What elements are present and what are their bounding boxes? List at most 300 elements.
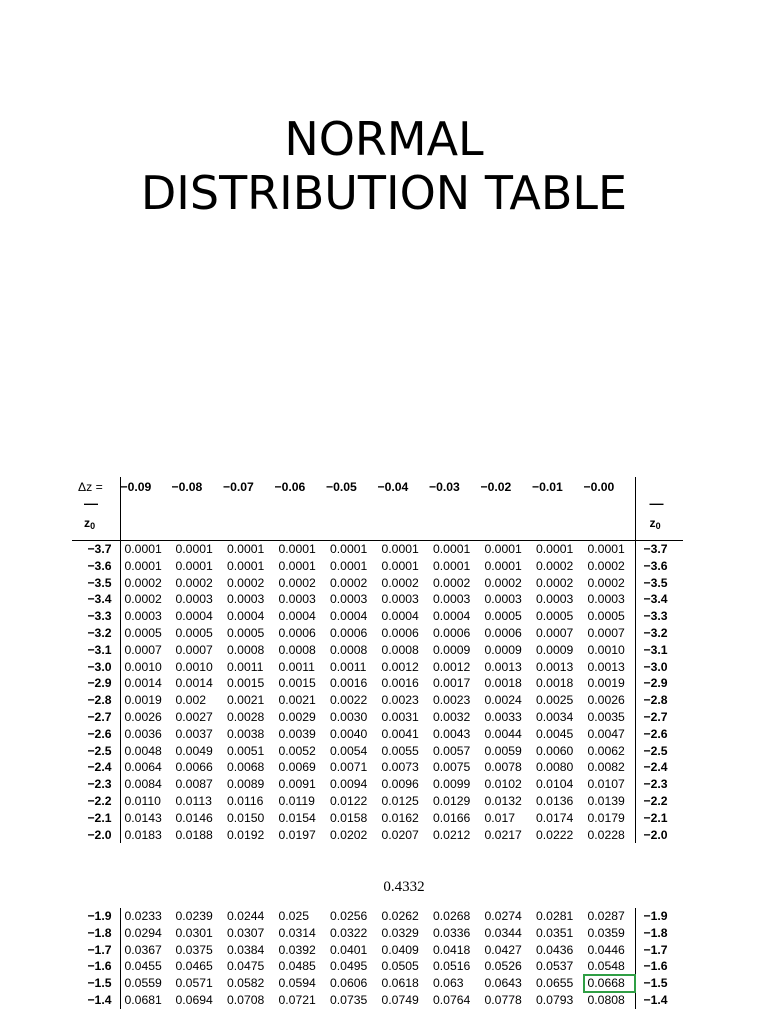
- highlighted-cell: 0.0668: [584, 975, 636, 992]
- table-cell: 0.0006: [484, 625, 522, 640]
- table-cell: 0.0002: [536, 575, 574, 590]
- table-row: [72, 642, 683, 659]
- table-cell: 0.0012: [433, 659, 471, 674]
- table-cell: 0.0436: [536, 942, 574, 957]
- table-cell: 0.0018: [484, 676, 522, 691]
- normal-table-bottom: [72, 908, 683, 1009]
- z-value-right: −1.6: [635, 958, 683, 975]
- table-cell: 0.0427: [484, 942, 522, 957]
- table-cell: 0.0526: [484, 959, 522, 974]
- table-cell: 0.0129: [433, 793, 471, 808]
- table-cell: 0.0367: [120, 942, 172, 959]
- table-row: [72, 827, 683, 844]
- z-value-right: −3.5: [635, 575, 683, 592]
- table-cell: 0.0694: [175, 992, 213, 1007]
- table-cell: 0.0004: [278, 609, 316, 624]
- table-cell: 0.0217: [484, 827, 522, 842]
- table-cell: 0.0001: [120, 558, 172, 575]
- table-cell: 0.0207: [381, 827, 419, 842]
- table-cell: 0.0028: [227, 709, 265, 724]
- z-value-right: −3.4: [635, 591, 683, 608]
- table-cell: 0.0778: [484, 992, 522, 1007]
- table-cell: 0.0019: [587, 676, 625, 691]
- z-value-right: −2.4: [635, 759, 683, 776]
- table-cell: 0.0119: [278, 793, 315, 808]
- table-cell: 0.0025: [536, 693, 574, 708]
- table-cell: 0.0003: [278, 592, 316, 607]
- table-cell: 0.0013: [484, 659, 522, 674]
- table-cell: 0.0274: [484, 909, 522, 923]
- table-cell: 0.0010: [587, 642, 625, 657]
- table-cell: 0.0262: [381, 909, 419, 923]
- table-cell: 0.0256: [330, 909, 368, 923]
- z-value-right: −2.8: [635, 692, 683, 709]
- table-cell: 0.0336: [433, 925, 471, 940]
- table-row: [72, 958, 683, 975]
- table-cell: 0.0016: [381, 676, 419, 691]
- z-value-left: −2.1: [87, 810, 112, 825]
- table-cell: 0.0307: [227, 925, 265, 940]
- table-cell: 0.017: [484, 810, 515, 825]
- table-cell: 0.0003: [433, 592, 471, 607]
- table-cell: 0.0014: [120, 675, 172, 692]
- table-cell: 0.0036: [120, 726, 172, 743]
- table-cell: 0.0001: [330, 542, 368, 556]
- table-cell: 0.0202: [330, 827, 368, 842]
- table-row: [72, 709, 683, 726]
- table-cell: 0.0024: [484, 693, 522, 708]
- table-cell: 0.0006: [433, 625, 471, 640]
- table-cell: 0.0039: [278, 726, 316, 741]
- table-cell: 0.0069: [278, 760, 316, 775]
- table-cell: 0.0099: [433, 777, 471, 792]
- table-cell: 0.0054: [330, 743, 368, 758]
- table-cell: 0.0001: [120, 541, 172, 558]
- table-cell: 0.0268: [433, 909, 471, 923]
- column-header: −0.01: [532, 480, 563, 494]
- z-value-left: −2.5: [87, 743, 112, 758]
- table-cell: 0.0007: [120, 642, 172, 659]
- table-cell: 0.025: [278, 909, 309, 923]
- table-cell: 0.0013: [587, 659, 625, 674]
- table-cell: 0.0015: [227, 676, 265, 691]
- table-cell: 0.0192: [227, 827, 265, 842]
- table-cell: 0.0013: [536, 659, 574, 674]
- title-line-1: NORMAL: [284, 112, 484, 166]
- z-value-right: −2.3: [635, 776, 683, 793]
- table-cell: 0.0475: [227, 959, 265, 974]
- column-header: −0.09: [120, 477, 172, 497]
- table-cell: 0.0078: [484, 760, 522, 775]
- table-cell: 0.0029: [278, 709, 316, 724]
- table-cell: 0.0032: [433, 709, 471, 724]
- table-cell: 0.0401: [330, 942, 368, 957]
- table-cell: 0.0018: [536, 676, 574, 691]
- table-cell: 0.0005: [587, 609, 625, 624]
- table-cell: 0.0122: [330, 793, 368, 808]
- table-cell: 0.0162: [381, 810, 419, 825]
- table-cell: 0.0001: [330, 558, 368, 573]
- table-cell: 0.0005: [484, 609, 522, 624]
- table-cell: 0.0537: [536, 959, 574, 974]
- delta-z-label: Δz =: [78, 480, 103, 494]
- table-cell: 0.0021: [278, 693, 316, 708]
- table-cell: 0.0027: [175, 709, 213, 724]
- table-row: [72, 942, 683, 959]
- table-cell: 0.0655: [536, 976, 574, 991]
- z-value-left: −2.7: [87, 709, 112, 724]
- header-spacer: [120, 497, 635, 541]
- table-cell: 0.0009: [484, 642, 522, 657]
- table-cell: 0.0582: [227, 976, 265, 991]
- z-value-left: −1.7: [87, 942, 112, 957]
- table-cell: 0.0244: [227, 909, 265, 923]
- table-cell: 0.0073: [381, 760, 419, 775]
- z-value-right: −1.5: [635, 975, 683, 992]
- table-row: [72, 591, 683, 608]
- z-value-right: −3.6: [635, 558, 683, 575]
- table-cell: 0.0001: [536, 542, 574, 556]
- table-cell: 0.0548: [587, 959, 625, 974]
- table-cell: 0.0045: [536, 726, 574, 741]
- table-row: [72, 675, 683, 692]
- table-cell: 0.0008: [330, 642, 368, 657]
- column-header: −0.03: [429, 480, 460, 494]
- table-cell: 0.0001: [587, 542, 625, 556]
- table-cell: 0.0001: [484, 558, 522, 573]
- table-cell: 0.0044: [484, 726, 522, 741]
- table-cell: 0.0002: [433, 575, 471, 590]
- table-cell: 0.0017: [433, 676, 471, 691]
- table-cell: 0.0096: [381, 777, 419, 792]
- table-cell: 0.0057: [433, 743, 471, 758]
- table-row: [72, 575, 683, 592]
- z-value-right: −3.1: [635, 642, 683, 659]
- z-value-left: −1.9: [87, 909, 112, 923]
- column-header: −0.05: [326, 480, 357, 494]
- table-cell: 0.0055: [381, 743, 419, 758]
- table-row: [72, 759, 683, 776]
- table-cell: 0.0026: [120, 709, 172, 726]
- table-cell: 0.0060: [536, 743, 574, 758]
- title-line-2: DISTRIBUTION TABLE: [140, 166, 628, 220]
- table-cell: 0.0001: [433, 558, 471, 573]
- table-cell: 0.0003: [120, 608, 172, 625]
- table-cell: 0.0359: [587, 925, 625, 940]
- table-cell: 0.0004: [227, 609, 265, 624]
- table-cell: 0.0749: [381, 992, 419, 1007]
- table-cell: 0.0011: [227, 659, 264, 674]
- table-cell: 0.0010: [175, 659, 213, 674]
- table-cell: 0.0139: [587, 793, 625, 808]
- table-cell: 0.0008: [278, 642, 316, 657]
- table-cell: 0.0150: [227, 810, 265, 825]
- z-value-right: −2.9: [635, 675, 683, 692]
- table-cell: 0.0116: [227, 793, 264, 808]
- table-cell: 0.0516: [433, 959, 471, 974]
- table-cell: 0.0003: [587, 592, 625, 607]
- table-cell: 0.0068: [227, 760, 265, 775]
- table-cell: 0.0091: [278, 777, 316, 792]
- table-cell: 0.0007: [536, 625, 574, 640]
- table-cell: 0.0001: [433, 542, 471, 556]
- table-cell: 0.0023: [433, 693, 471, 708]
- table-cell: 0.0125: [381, 793, 419, 808]
- table-cell: 0.0087: [175, 777, 213, 792]
- table-cell: 0.0094: [330, 777, 368, 792]
- table-cell: 0.0465: [175, 959, 213, 974]
- mid-value: 0.4332: [383, 879, 425, 895]
- table-cell: 0.0001: [381, 558, 419, 573]
- z-value-left: −3.2: [87, 625, 112, 640]
- table-cell: 0.0351: [536, 925, 574, 940]
- z-value-left: −2.9: [87, 676, 112, 691]
- table-cell: 0.0030: [330, 709, 368, 724]
- table-cell: 0.0485: [278, 959, 316, 974]
- table-cell: 0.0001: [484, 542, 522, 556]
- table-cell: 0.063: [433, 976, 464, 991]
- column-header: −0.02: [480, 480, 512, 494]
- table-cell: 0.0084: [120, 776, 172, 793]
- table-cell: 0.0618: [381, 976, 419, 991]
- table-cell: 0.0064: [120, 759, 172, 776]
- z-value-left: −3.6: [87, 558, 112, 573]
- column-header: −0.08: [171, 480, 203, 494]
- table-cell: 0.0007: [175, 642, 213, 657]
- table-row: [72, 810, 683, 827]
- table-cell: 0.0314: [278, 925, 316, 940]
- table-cell: 0.0004: [433, 609, 471, 624]
- z-value-left: −2.8: [87, 693, 112, 708]
- table-cell: 0.0038: [227, 726, 265, 741]
- z-value-right: −3.0: [635, 659, 683, 676]
- table-cell: 0.002: [175, 693, 206, 708]
- table-cell: 0.0022: [330, 693, 368, 708]
- table-cell: 0.0375: [175, 942, 213, 957]
- z-value-right: −2.2: [635, 793, 683, 810]
- z-value-right: −2.5: [635, 743, 683, 760]
- table-cell: 0.0643: [484, 976, 522, 991]
- table-cell: 0.0001: [278, 558, 316, 573]
- table-cell: 0.0174: [536, 810, 574, 825]
- table-row: [72, 975, 683, 992]
- table-cell: 0.0179: [587, 810, 625, 825]
- z-value-right: −2.6: [635, 726, 683, 743]
- table-cell: 0.0023: [381, 693, 419, 708]
- table-cell: 0.0392: [278, 942, 316, 957]
- table-row: [72, 726, 683, 743]
- table-cell: 0.0681: [120, 992, 172, 1009]
- header-right-blank: [635, 477, 683, 497]
- table-cell: 0.0075: [433, 760, 471, 775]
- z-value-right: −3.7: [635, 541, 683, 558]
- table-cell: 0.0003: [330, 592, 368, 607]
- table-cell: 0.0708: [227, 992, 265, 1007]
- column-header: −0.06: [274, 480, 306, 494]
- table-cell: 0.0048: [120, 743, 172, 760]
- table-cell: 0.0183: [120, 827, 172, 844]
- table-cell: 0.0021: [227, 693, 265, 708]
- z-value-right: −2.7: [635, 709, 683, 726]
- z-value-right: −3.3: [635, 608, 683, 625]
- table-row: [72, 992, 683, 1009]
- table-cell: 0.0143: [120, 810, 172, 827]
- table-cell: 0.0132: [484, 793, 522, 808]
- table-cell: 0.0197: [278, 827, 316, 842]
- table-cell: 0.0009: [433, 642, 471, 657]
- table-cell: 0.0110: [120, 793, 172, 810]
- table-cell: 0.0136: [536, 793, 574, 808]
- table-cell: 0.0006: [381, 625, 419, 640]
- table-cell: 0.0001: [381, 542, 419, 556]
- table-cell: 0.0001: [227, 558, 265, 573]
- table-cell: 0.0002: [330, 575, 368, 590]
- table-cell: 0.0559: [120, 975, 172, 992]
- page-title: [0, 112, 768, 220]
- z-value-left: −3.4: [87, 592, 112, 607]
- z-value-left: −1.4: [87, 992, 112, 1007]
- table-cell: 0.0002: [120, 591, 172, 608]
- table-cell: 0.0080: [536, 760, 574, 775]
- table-cell: 0.0002: [587, 558, 625, 573]
- table-cell: 0.0001: [227, 542, 265, 556]
- z-value-left: −2.2: [87, 793, 112, 808]
- table-cell: 0.0571: [175, 976, 213, 991]
- table-cell: 0.0011: [278, 659, 315, 674]
- table-cell: 0.0051: [227, 743, 265, 758]
- table-cell: 0.0009: [536, 642, 574, 657]
- table-cell: 0.0003: [227, 592, 265, 607]
- table-cell: 0.0329: [381, 925, 419, 940]
- table-cell: 0.0082: [587, 760, 625, 775]
- table-cell: 0.0004: [330, 609, 368, 624]
- table-cell: 0.0287: [587, 909, 625, 923]
- table-cell: 0.0003: [536, 592, 574, 607]
- z-value-left: −1.6: [87, 959, 112, 974]
- table-cell: 0.0344: [484, 925, 522, 940]
- table-cell: 0.0052: [278, 743, 316, 758]
- table-cell: 0.0808: [587, 992, 625, 1007]
- table-cell: 0.0014: [175, 676, 213, 691]
- z-value-right: −1.8: [635, 925, 683, 942]
- table-cell: 0.0146: [175, 810, 213, 825]
- z-value-left: −2.4: [87, 760, 112, 775]
- z-value-left: −1.8: [87, 925, 112, 940]
- table-cell: 0.0154: [278, 810, 316, 825]
- table-cell: 0.0107: [587, 777, 625, 792]
- table-cell: 0.0002: [381, 575, 419, 590]
- table-cell: 0.0019: [120, 692, 172, 709]
- table-cell: 0.0049: [175, 743, 213, 758]
- table-cell: 0.0418: [433, 942, 471, 957]
- table-cell: 0.0294: [120, 925, 172, 942]
- table-row: [72, 776, 683, 793]
- table-cell: 0.0409: [381, 942, 419, 957]
- table-cell: 0.0003: [484, 592, 522, 607]
- table-cell: 0.0446: [587, 942, 625, 957]
- table-row: [72, 925, 683, 942]
- table-cell: 0.0505: [381, 959, 419, 974]
- table-cell: 0.0005: [120, 625, 172, 642]
- table-cell: 0.0015: [278, 676, 316, 691]
- table-cell: 0.0005: [227, 625, 265, 640]
- table-cell: 0.0002: [536, 558, 574, 573]
- table-cell: 0.0043: [433, 726, 471, 741]
- table-cell: 0.0007: [587, 625, 625, 640]
- table-row: [72, 743, 683, 760]
- z-value-left: −2.3: [87, 777, 112, 792]
- z0-label-right: — z0: [635, 497, 683, 541]
- table-cell: 0.0495: [330, 959, 368, 974]
- table-cell: 0.0002: [175, 575, 213, 590]
- table-cell: 0.0222: [536, 827, 574, 842]
- table-cell: 0.0041: [381, 726, 419, 741]
- table-cell: 0.0233: [120, 908, 172, 925]
- table-cell: 0.0033: [484, 709, 522, 724]
- z-value-left: −1.5: [87, 976, 112, 991]
- table-row: [72, 625, 683, 642]
- table-cell: 0.0001: [175, 542, 213, 556]
- table-cell: 0.0008: [227, 642, 265, 657]
- table-cell: 0.0026: [587, 693, 625, 708]
- z-value-left: −3.0: [87, 659, 112, 674]
- table-cell: 0.0037: [175, 726, 213, 741]
- table-cell: 0.0006: [278, 625, 316, 640]
- table-cell: 0.0003: [175, 592, 213, 607]
- z-value-right: −2.0: [635, 827, 683, 844]
- table-cell: 0.0212: [433, 827, 471, 842]
- table-cell: 0.0011: [330, 659, 367, 674]
- table-cell: 0.0003: [381, 592, 419, 607]
- z-value-left: −2.6: [87, 726, 112, 741]
- table-cell: 0.0158: [330, 810, 368, 825]
- z-value-right: −2.1: [635, 810, 683, 827]
- table-row: [72, 659, 683, 676]
- table-cell: 0.0040: [330, 726, 368, 741]
- z-value-left: −3.3: [87, 609, 112, 624]
- table-row: [72, 608, 683, 625]
- table-cell: 0.0188: [175, 827, 213, 842]
- table-row: [72, 541, 683, 558]
- column-header: −0.07: [223, 480, 254, 494]
- table-cell: 0.0004: [175, 609, 213, 624]
- table-cell: 0.0005: [175, 625, 213, 640]
- table-cell: 0.0239: [175, 909, 213, 923]
- table-cell: 0.0047: [587, 726, 625, 741]
- table-cell: 0.0113: [175, 793, 212, 808]
- z-value-right: −1.7: [635, 942, 683, 959]
- table-cell: 0.0002: [227, 575, 265, 590]
- z0-label-left: — z0: [72, 497, 120, 541]
- table-cell: 0.0001: [278, 542, 316, 556]
- table-cell: 0.0606: [330, 976, 368, 991]
- table-cell: 0.0735: [330, 992, 368, 1007]
- z-value-right: −3.2: [635, 625, 683, 642]
- table-cell: 0.0793: [536, 992, 574, 1007]
- table-cell: 0.0005: [536, 609, 574, 624]
- table-cell: 0.0104: [536, 777, 574, 792]
- table-cell: 0.0004: [381, 609, 419, 624]
- table-cell: 0.0016: [330, 676, 368, 691]
- table-cell: 0.0071: [330, 760, 368, 775]
- table-cell: 0.0002: [587, 575, 625, 590]
- table-cell: 0.0089: [227, 777, 265, 792]
- table-cell: 0.0322: [330, 925, 368, 940]
- table-cell: 0.0031: [381, 709, 419, 724]
- table-cell: 0.0035: [587, 709, 625, 724]
- normal-table-top: [72, 477, 683, 843]
- z-value-left: −3.1: [87, 642, 112, 657]
